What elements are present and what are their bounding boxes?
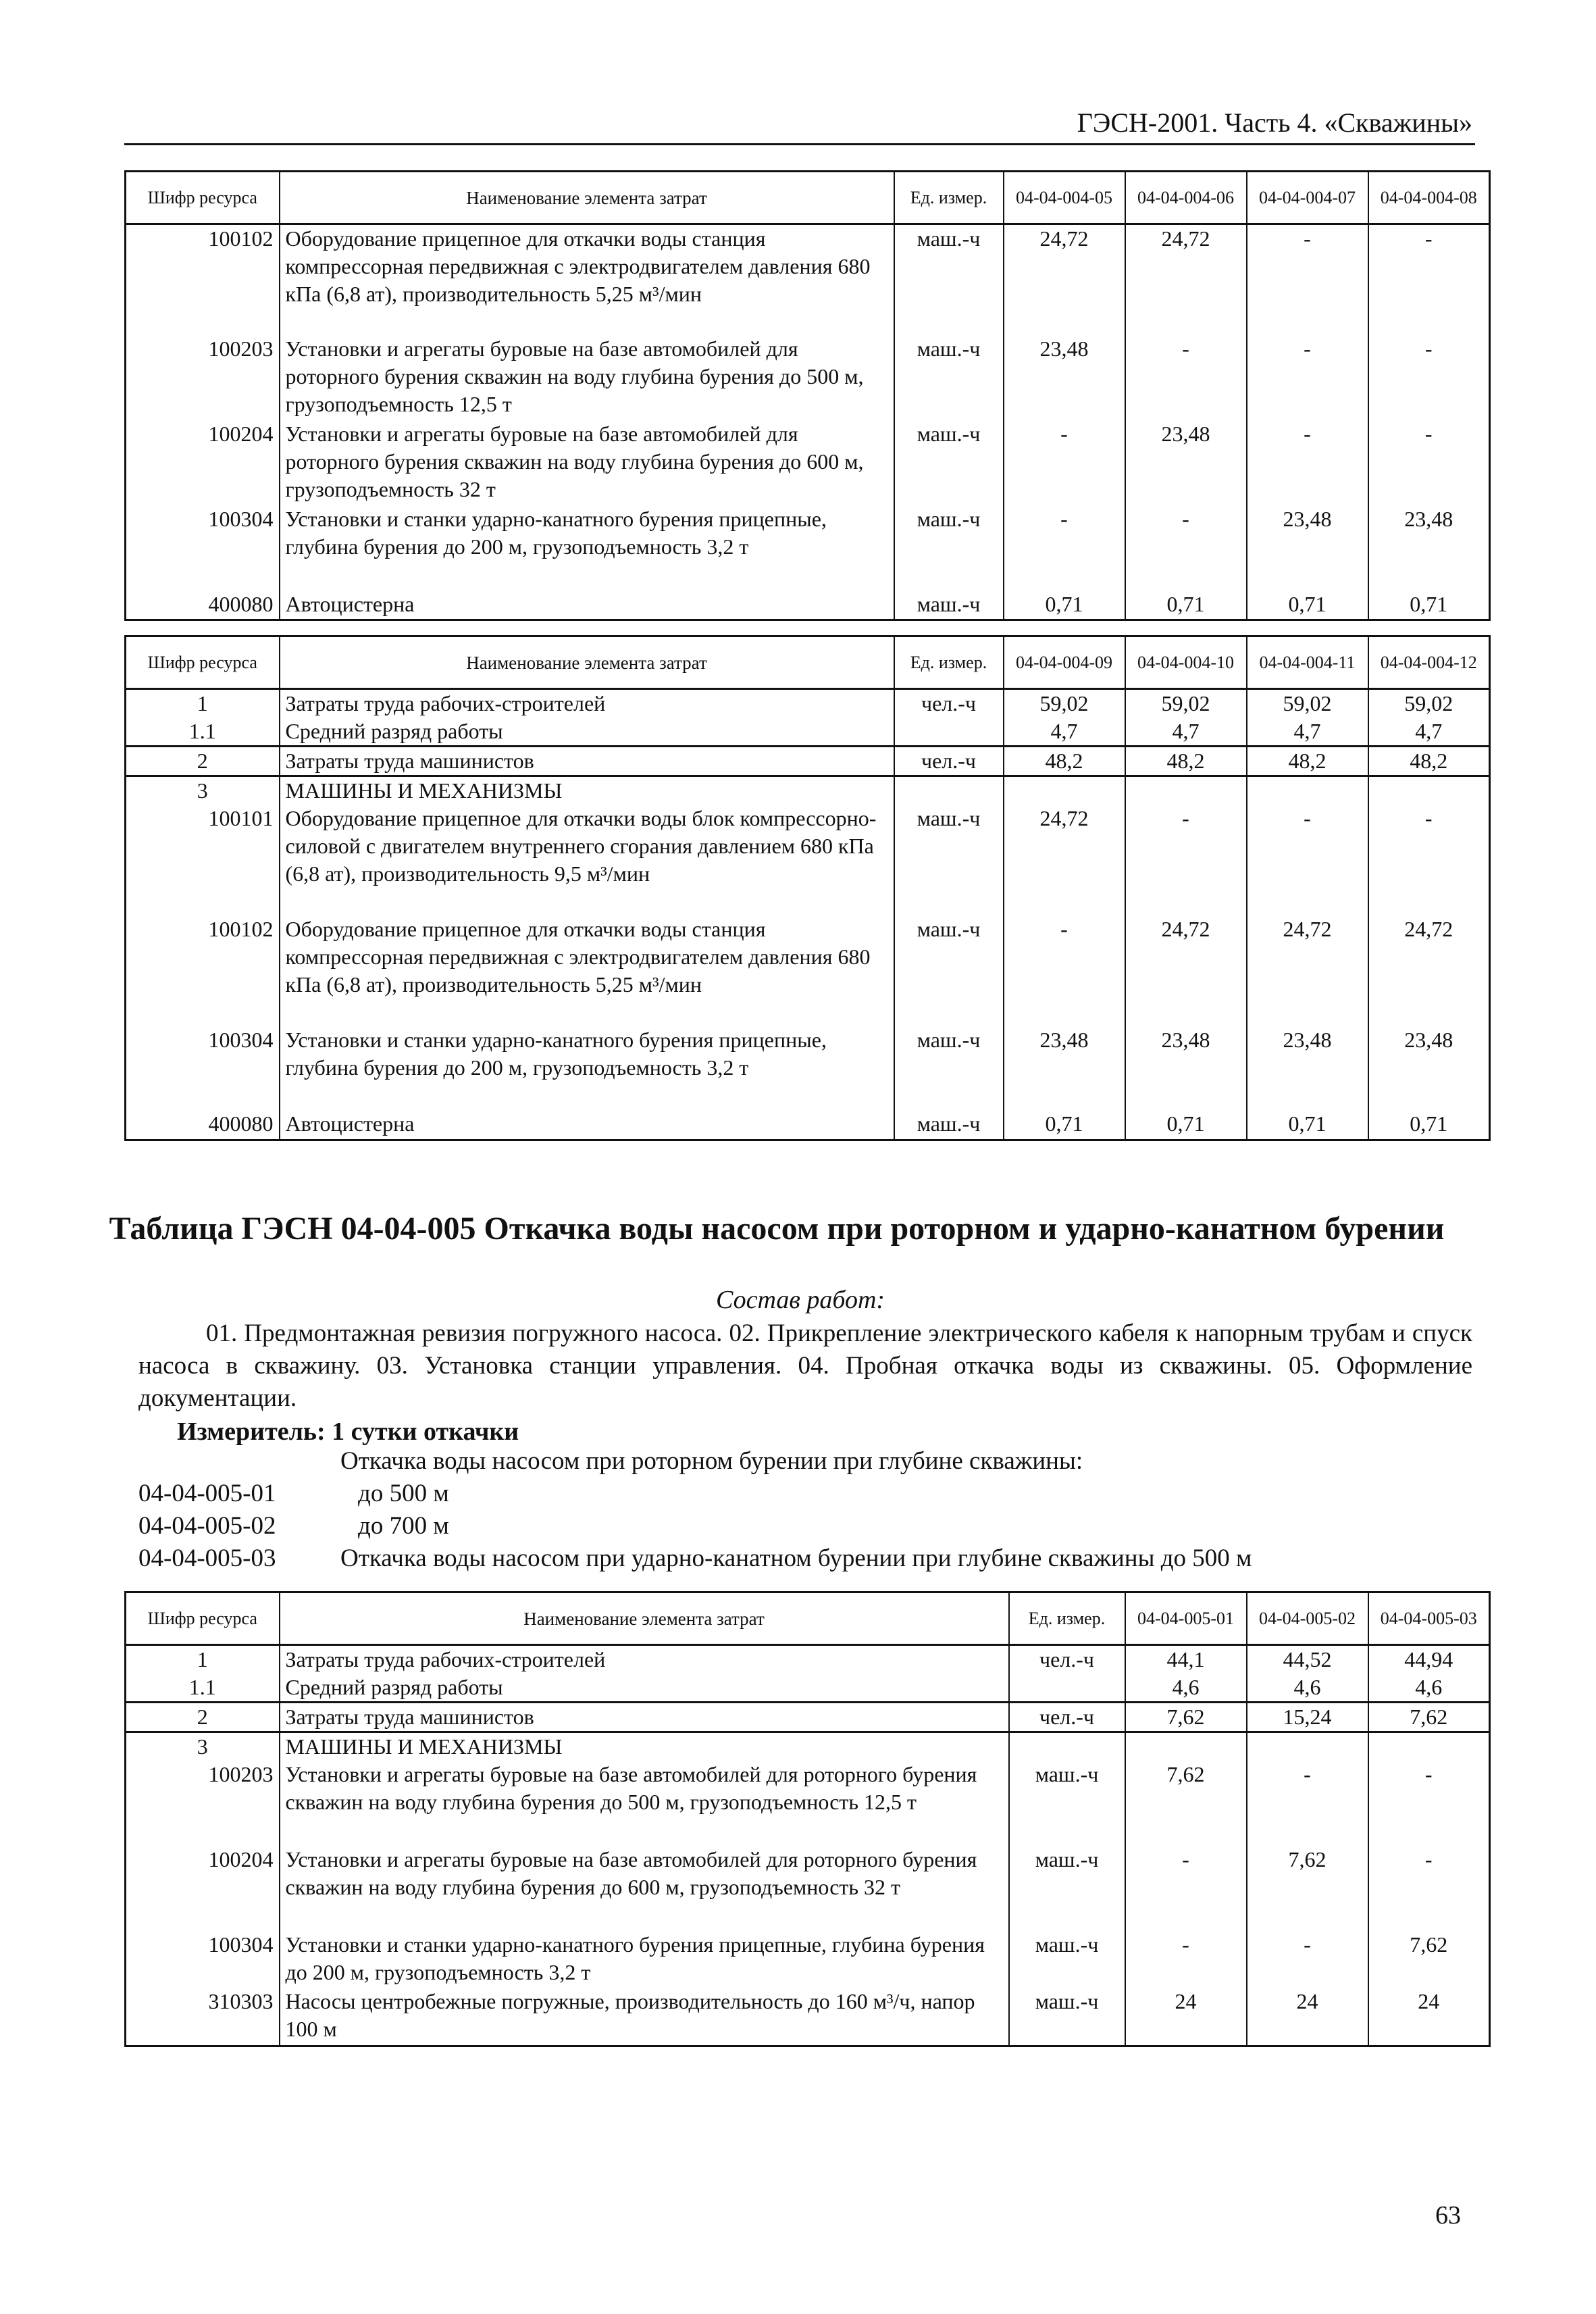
work-composition-label: Состав работ:	[716, 1286, 885, 1314]
norm-code: 04-04-005-01	[138, 1480, 276, 1507]
row-value: 24,72	[1004, 224, 1125, 335]
header-rule	[124, 143, 1475, 145]
norm-text: до 500 м	[358, 1480, 449, 1507]
row-unit: маш.-ч	[894, 335, 1004, 420]
row-name: Оборудование прицепное для откачки воды станция компрессорная передвижная с электродвигателем давления 680 кПа (6,8 ат), производительность 5,25 м³/мин	[280, 224, 894, 335]
row-value: 7,62	[1247, 1846, 1368, 1931]
row-name: Затраты труда машинистов	[280, 747, 894, 776]
row-value: 4,7	[1125, 718, 1247, 747]
row-name: Установки и станки ударно-канатного бурения прицепные, глубина бурения до 200 м, грузоподъемность 3,2 т	[280, 1026, 894, 1110]
row-value: -	[1247, 224, 1368, 335]
row-unit: маш.-ч	[1009, 1761, 1125, 1846]
row-value: -	[1368, 224, 1490, 335]
row-unit: чел.-ч	[1009, 1703, 1125, 1732]
row-code: 100101	[126, 805, 280, 915]
row-code: 1	[126, 1645, 280, 1674]
row-value: 24,72	[1247, 915, 1368, 1026]
row-value: 4,6	[1368, 1674, 1490, 1703]
row-code: 100203	[126, 1761, 280, 1846]
row-unit: маш.-ч	[894, 420, 1004, 505]
header-name: Наименование элемента затрат	[280, 172, 894, 224]
row-value: -	[1368, 1846, 1490, 1931]
row-unit	[1009, 1732, 1125, 1761]
header-code: Шифр ресурса	[126, 1592, 280, 1645]
row-name: Оборудование прицепное для откачки воды блок компрессорно-силовой с двигателем внутреннего сгорания давлением 680 кПа (6,8 ат), производительность 9,5 м³/мин	[280, 805, 894, 915]
row-value: 48,2	[1247, 747, 1368, 776]
row-value: 23,48	[1247, 1026, 1368, 1110]
row-code: 400080	[126, 590, 280, 620]
row-unit: маш.-ч	[894, 1110, 1004, 1140]
header-col: 04-04-004-11	[1247, 636, 1368, 689]
row-value: 0,71	[1125, 1110, 1247, 1140]
row-value	[1247, 776, 1368, 805]
row-value: -	[1368, 1761, 1490, 1846]
row-value: 24,72	[1125, 915, 1247, 1026]
row-value: 4,7	[1247, 718, 1368, 747]
row-value: -	[1368, 420, 1490, 505]
row-code: 3	[126, 1732, 280, 1761]
row-value: 59,02	[1368, 689, 1490, 718]
norm-intro: Откачка воды насосом при роторном бурении при глубине скважины:	[340, 1447, 1083, 1475]
row-value: 23,48	[1004, 335, 1125, 420]
row-value	[1368, 1732, 1490, 1761]
row-name: Затраты труда рабочих-строителей	[280, 689, 894, 718]
row-code: 1.1	[126, 718, 280, 747]
row-name: Установки и станки ударно-канатного бурения прицепные, глубина бурения до 200 м, грузоподъемность 3,2 т	[280, 1931, 1009, 1988]
row-value: 0,71	[1125, 590, 1247, 620]
running-header: ГЭСН-2001. Часть 4. «Скважины»	[1077, 107, 1472, 138]
header-col: 04-04-004-06	[1125, 172, 1247, 224]
row-value: 23,48	[1125, 420, 1247, 505]
row-value: -	[1004, 420, 1125, 505]
row-unit: маш.-ч	[894, 915, 1004, 1026]
row-value: 0,71	[1247, 590, 1368, 620]
header-col: 04-04-004-09	[1004, 636, 1125, 689]
row-value	[1125, 776, 1247, 805]
row-unit: маш.-ч	[894, 805, 1004, 915]
row-code: 400080	[126, 1110, 280, 1140]
row-code: 100204	[126, 420, 280, 505]
row-code: 2	[126, 747, 280, 776]
row-name: Установки и агрегаты буровые на базе автомобилей для роторного бурения скважин на воду глубина бурения до 500 м, грузоподъемность 12,5 т	[280, 335, 894, 420]
table-title: Таблица ГЭСН 04-04-005 Откачка воды насосом при роторном и ударно-канатном бурении	[109, 1211, 1445, 1247]
row-code: 1.1	[126, 1674, 280, 1703]
work-composition-text: 01. Предмонтажная ревизия погружного насоса. 02. Прикрепление электрического кабеля к напорным трубам и спуск насоса в скважину. 03. Установка станции управления. 04. Пробная откачка воды из скважины. 05. Оформление документации.	[138, 1319, 1472, 1412]
row-value: 48,2	[1125, 747, 1247, 776]
section-heading: МАШИНЫ И МЕХАНИЗМЫ	[280, 1732, 1009, 1761]
header-col: 04-04-004-10	[1125, 636, 1247, 689]
row-name: Средний разряд работы	[280, 1674, 1009, 1703]
row-value: 4,6	[1125, 1674, 1247, 1703]
row-value: 23,48	[1125, 1026, 1247, 1110]
row-value: 44,94	[1368, 1645, 1490, 1674]
row-value: 24	[1368, 1988, 1490, 2046]
row-name: Затраты труда рабочих-строителей	[280, 1645, 1009, 1674]
row-value: -	[1125, 1846, 1247, 1931]
row-value: -	[1368, 335, 1490, 420]
row-value	[1368, 776, 1490, 805]
row-value: -	[1247, 1761, 1368, 1846]
row-value: 44,1	[1125, 1645, 1247, 1674]
header-unit: Ед. измер.	[1009, 1592, 1125, 1645]
header-col: 04-04-004-07	[1247, 172, 1368, 224]
section-heading: МАШИНЫ И МЕХАНИЗМЫ	[280, 776, 894, 805]
row-value	[1125, 1732, 1247, 1761]
row-value: 23,48	[1004, 1026, 1125, 1110]
row-value: 48,2	[1004, 747, 1125, 776]
row-name: Насосы центробежные погружные, производительность до 160 м³/ч, напор 100 м	[280, 1988, 1009, 2046]
row-unit	[894, 718, 1004, 747]
row-code: 100203	[126, 335, 280, 420]
row-name: Установки и станки ударно-канатного бурения прицепные, глубина бурения до 200 м, грузоподъемность 3,2 т	[280, 505, 894, 590]
row-name: Средний разряд работы	[280, 718, 894, 747]
norm-text: до 700 м	[358, 1512, 449, 1540]
row-value: 24	[1247, 1988, 1368, 2046]
row-unit: маш.-ч	[1009, 1988, 1125, 2046]
row-value: 23,48	[1247, 505, 1368, 590]
row-value: 0,71	[1004, 1110, 1125, 1140]
row-value: -	[1004, 505, 1125, 590]
row-value	[1004, 776, 1125, 805]
row-unit: маш.-ч	[894, 590, 1004, 620]
row-name: Автоцистерна	[280, 1110, 894, 1140]
row-value: 24,72	[1125, 224, 1247, 335]
header-col: 04-04-005-03	[1368, 1592, 1490, 1645]
header-code: Шифр ресурса	[126, 636, 280, 689]
row-value: 23,48	[1368, 1026, 1490, 1110]
row-code: 100102	[126, 224, 280, 335]
header-name: Наименование элемента затрат	[280, 636, 894, 689]
row-value: 0,71	[1368, 1110, 1490, 1140]
header-col: 04-04-004-12	[1368, 636, 1490, 689]
row-code: 100304	[126, 1026, 280, 1110]
row-value: -	[1247, 335, 1368, 420]
row-value: 59,02	[1004, 689, 1125, 718]
row-name: Затраты труда машинистов	[280, 1703, 1009, 1732]
row-value: 0,71	[1247, 1110, 1368, 1140]
header-col: 04-04-004-08	[1368, 172, 1490, 224]
row-value: -	[1125, 335, 1247, 420]
header-name: Наименование элемента затрат	[280, 1592, 1009, 1645]
resource-table-004-09-12	[124, 635, 1491, 1141]
row-value: 4,7	[1368, 718, 1490, 747]
row-name: Оборудование прицепное для откачки воды станция компрессорная передвижная с электродвигателем давления 680 кПа (6,8 ат), производительность 5,25 м³/мин	[280, 915, 894, 1026]
row-unit: маш.-ч	[894, 1026, 1004, 1110]
row-value: -	[1004, 915, 1125, 1026]
row-unit	[1009, 1674, 1125, 1703]
row-value: 4,6	[1247, 1674, 1368, 1703]
row-value: -	[1125, 505, 1247, 590]
resource-table-004-05-08	[124, 170, 1491, 621]
row-unit: маш.-ч	[894, 505, 1004, 590]
row-value: -	[1247, 1931, 1368, 1988]
row-unit: чел.-ч	[1009, 1645, 1125, 1674]
row-name: Установки и агрегаты буровые на базе автомобилей для роторного бурения скважин на воду глубина бурения до 600 м, грузоподъемность 32 т	[280, 1846, 1009, 1931]
row-unit: маш.-ч	[1009, 1931, 1125, 1988]
row-name: Автоцистерна	[280, 590, 894, 620]
row-value: -	[1125, 1931, 1247, 1988]
measure-unit: Измеритель: 1 сутки откачки	[177, 1417, 519, 1446]
row-value: -	[1368, 805, 1490, 915]
row-value: 0,71	[1368, 590, 1490, 620]
header-unit: Ед. измер.	[894, 636, 1004, 689]
row-value: 7,62	[1368, 1703, 1490, 1732]
norm-code: 04-04-005-02	[138, 1512, 276, 1540]
row-value: 48,2	[1368, 747, 1490, 776]
row-value	[1247, 1732, 1368, 1761]
row-value: 15,24	[1247, 1703, 1368, 1732]
row-value: -	[1247, 420, 1368, 505]
norm-code: 04-04-005-03	[138, 1544, 276, 1572]
norm-text: Откачка воды насосом при ударно-канатном бурении при глубине скважины до 500 м	[340, 1544, 1252, 1572]
row-unit	[894, 776, 1004, 805]
row-value: -	[1125, 805, 1247, 915]
row-code: 310303	[126, 1988, 280, 2046]
row-code: 100304	[126, 505, 280, 590]
row-value: -	[1247, 805, 1368, 915]
row-code: 100102	[126, 915, 280, 1026]
row-code: 1	[126, 689, 280, 718]
row-value: 7,62	[1125, 1761, 1247, 1846]
header-col: 04-04-005-01	[1125, 1592, 1247, 1645]
row-code: 2	[126, 1703, 280, 1732]
row-code: 3	[126, 776, 280, 805]
row-value: 59,02	[1247, 689, 1368, 718]
row-code: 100204	[126, 1846, 280, 1931]
row-value: 59,02	[1125, 689, 1247, 718]
header-col: 04-04-005-02	[1247, 1592, 1368, 1645]
row-value: 7,62	[1368, 1931, 1490, 1988]
row-code: 100304	[126, 1931, 280, 1988]
row-unit: маш.-ч	[894, 224, 1004, 335]
row-value: 0,71	[1004, 590, 1125, 620]
row-value: 24,72	[1004, 805, 1125, 915]
resource-table-005	[124, 1591, 1491, 2047]
row-name: Установки и агрегаты буровые на базе автомобилей для роторного бурения скважин на воду глубина бурения до 500 м, грузоподъемность 12,5 т	[280, 1761, 1009, 1846]
row-value: 24	[1125, 1988, 1247, 2046]
header-unit: Ед. измер.	[894, 172, 1004, 224]
row-unit: маш.-ч	[1009, 1846, 1125, 1931]
row-name: Установки и агрегаты буровые на базе автомобилей для роторного бурения скважин на воду глубина бурения до 600 м, грузоподъемность 32 т	[280, 420, 894, 505]
row-unit: чел.-ч	[894, 747, 1004, 776]
page-number: 63	[1435, 2201, 1461, 2230]
row-value: 24,72	[1368, 915, 1490, 1026]
row-value: 4,7	[1004, 718, 1125, 747]
header-code: Шифр ресурса	[126, 172, 280, 224]
row-value: 44,52	[1247, 1645, 1368, 1674]
header-col: 04-04-004-05	[1004, 172, 1125, 224]
row-value: 7,62	[1125, 1703, 1247, 1732]
row-unit: чел.-ч	[894, 689, 1004, 718]
row-value: 23,48	[1368, 505, 1490, 590]
